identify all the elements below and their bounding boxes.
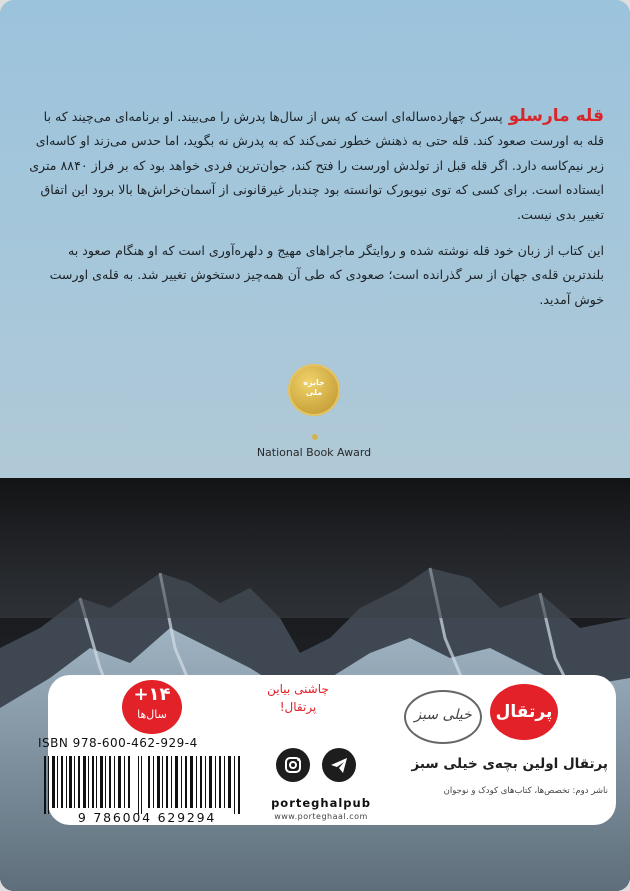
instagram-icon-dot xyxy=(297,758,300,761)
series-logo: خیلی سبز xyxy=(404,690,482,744)
award-dot xyxy=(312,434,318,440)
award-caption: National Book Award xyxy=(256,446,372,459)
isbn-text: ISBN 978-600-462-929-4 xyxy=(38,736,198,750)
publisher-subline: ناشر دوم: تخصص‌ها، کتاب‌های کودک و نوجوان xyxy=(443,786,608,796)
social-handle[interactable]: porteghalpub xyxy=(271,796,371,810)
publisher-tagline: پرتقال اولین بچه‌ی خیلی سبز xyxy=(411,756,608,772)
barcode-icon xyxy=(38,756,248,814)
instagram-icon-lens xyxy=(289,761,297,769)
telegram-plane-icon xyxy=(322,748,356,782)
age-rating-number: +۱۴ xyxy=(133,684,171,705)
publisher-logo: پرتقال xyxy=(490,684,558,740)
age-rating-label: سال‌ها xyxy=(137,708,167,721)
instagram-icon[interactable] xyxy=(276,748,310,782)
award-seal-icon xyxy=(288,364,340,416)
age-rating-badge xyxy=(122,680,182,734)
barcode-digits: 9 786004 629294 xyxy=(77,810,217,825)
blurb-paragraph-1 xyxy=(26,104,604,227)
telegram-icon[interactable] xyxy=(322,748,356,782)
blurb xyxy=(26,104,604,324)
slogan: چاشنی بیاین پرتقال! xyxy=(267,682,329,714)
award-badge-text: جایزه ملی xyxy=(303,378,325,397)
book-title: قله مارسلو xyxy=(508,106,604,126)
website-link[interactable]: www.porteghaal.com xyxy=(274,812,368,821)
blurb-paragraph-1-text: پسرک چهارده‌ساله‌ای است که پس از سال‌ها پدرش را می‌بیند. او برنامه‌ای می‌چیند که با قله به اورست صعود کند. قله حتی به ذهنش خطور نمی‌کند که به پدرش نه بگوید، اما حدس می‌زند او کاسه‌ای زیر نیم‌کاسه دارد. اگر قله قبل از تولدش اورست را فتح کند، جوان‌ترین فردی خواهد بود که بر فراز ۸۸۴۰ متری ایستاده است. برای کسی که توی نیویورک توانسته بود چندبار غیرقانونی از آسمان‌خراش‌ها بالا برود این اتفاق تغییر بدی نیست. xyxy=(29,109,604,222)
blurb-paragraph-2: این کتاب از زبان خود قله نوشته شده و روایتگر ماجراهای مهیج و دلهره‌آوری است که او هنگام صعود به بلندترین قله‌ی جهان از سر گذرانده است؛ صعودی که طی آن همه‌چیز دستخوش تغییر شد. به قله‌ی اورست خوش آمدید. xyxy=(49,243,604,307)
